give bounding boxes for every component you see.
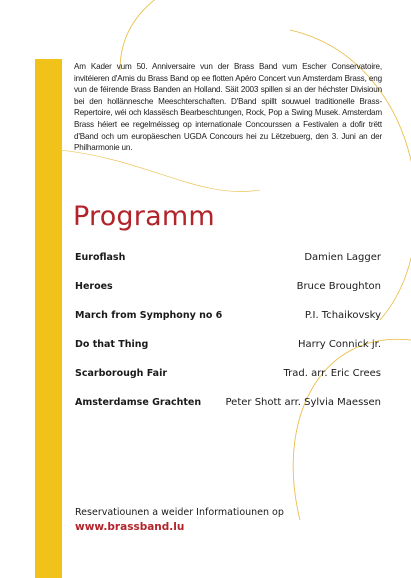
decorative-arc-left [60,150,260,192]
piece-title: Do that Thing [75,339,149,350]
program-item [75,337,381,366]
composer-name: P.I. Tchaikovsky [304,310,381,321]
program-title: Programm [73,201,215,232]
website-link[interactable]: www.brassband.lu [75,521,185,533]
reservation-text: Reservatiounen a weider Informatiounen op [75,507,284,518]
program-list [75,250,381,424]
program-item [75,250,381,279]
decorative-arc-top [120,0,390,70]
piece-title: March from Symphony no 6 [75,310,223,321]
program-item [75,395,381,424]
program-item [75,308,381,337]
program-item [75,366,381,395]
composer-name: Trad. arr. Eric Crees [283,368,381,379]
piece-title: Euroflash [75,252,126,263]
composer-name: Harry Connick jr. [298,339,381,350]
piece-title: Amsterdamse Grachten [75,397,202,408]
piece-title: Scarborough Fair [75,368,168,379]
program-item [75,279,381,308]
yellow-side-bar [35,59,62,578]
intro-paragraph: Am Kader vum 50. Anniversaire vun der Brass Band vum Escher Conservatoire, invitéieren d'Amis du Brass Band op ee flotten Apéro Concert vun Amsterdam Brass, eng vun de féirende Brass Banden an Holland. Säit 2003 spillen si an der héchster Divisioun bei den hollännesche Meeschterschaften. D'Band spillt souwuel traditionelle Brass-Repertoire, wéi och klassësch Bearbeschtungen, Rock, Pop a Swing Musek. Amsterdam Brass héiert ee regelméisseg op internationale Concourssen a Festivalen a dofir trëtt d'Band och um europäeschen UGDA Concours hei zu Lëtzebuerg, den 3. Juni an der Philharmonie un. [74,62,382,153]
composer-name: Peter Shott arr. Sylvia Maessen [225,397,381,408]
piece-title: Heroes [75,281,113,292]
composer-name: Bruce Broughton [296,281,381,292]
composer-name: Damien Lagger [304,252,381,263]
